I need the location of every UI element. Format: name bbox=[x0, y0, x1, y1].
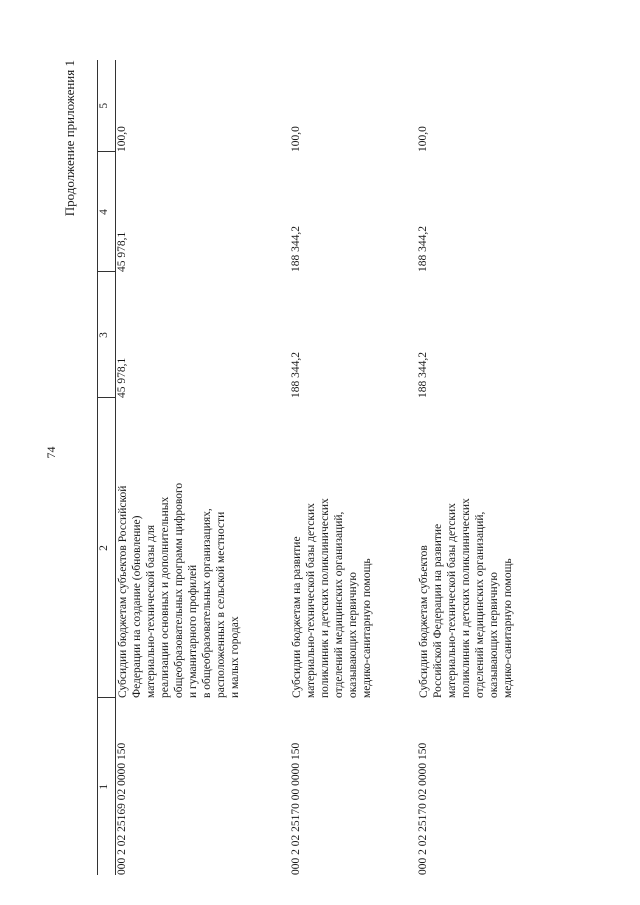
column-header-5: 5 bbox=[98, 60, 116, 152]
planned-amount: 188 344,2 bbox=[417, 352, 429, 398]
execution-percent: 100,0 bbox=[290, 126, 302, 152]
budget-item-name: Субсидии бюджетам на развитие материально-технической базы детских поликлиник и детских поликлинических отделений медицинских организаций, оказывающих первичную медико-санитарную помощь bbox=[291, 498, 373, 698]
actual-amount: 188 344,2 bbox=[290, 226, 302, 272]
table-row bbox=[417, 60, 537, 875]
column-header-2: 2 bbox=[98, 398, 116, 698]
table-row bbox=[290, 60, 417, 875]
actual-amount: 188 344,2 bbox=[417, 226, 429, 272]
budget-item-name: Субсидии бюджетам субъектов Российской Федерации на создание (обновление) материально-технической базы для реализации основных и дополнительных общеобразовательных программ цифрового и гуманитарного профилей в общеобразовательных организациях, расположенных в сельской местности и малых городах bbox=[117, 482, 241, 698]
budget-code: 000 2 02 25169 02 0000 150 bbox=[116, 742, 128, 875]
budget-table bbox=[97, 60, 537, 875]
column-header-4: 4 bbox=[98, 152, 116, 272]
table-row bbox=[116, 60, 291, 875]
budget-code: 000 2 02 25170 02 0000 150 bbox=[417, 742, 429, 875]
appendix-label: Продолжение приложения 1 bbox=[62, 60, 77, 217]
execution-percent: 100,0 bbox=[116, 126, 128, 152]
execution-percent: 100,0 bbox=[417, 126, 429, 152]
column-header-3: 3 bbox=[98, 272, 116, 398]
planned-amount: 45 978,1 bbox=[116, 357, 128, 398]
column-header-1: 1 bbox=[98, 698, 116, 875]
page-number: 74 bbox=[44, 446, 58, 459]
planned-amount: 188 344,2 bbox=[290, 352, 302, 398]
header-row bbox=[98, 60, 116, 875]
budget-code: 000 2 02 25170 00 0000 150 bbox=[290, 742, 302, 875]
actual-amount: 45 978,1 bbox=[116, 231, 128, 272]
budget-item-name: Субсидии бюджетам субъектов Российской Федерации на развитие материально-технической базы детских поликлиник и детских поликлинических отделений медицинских организаций, оказывающих первичную медико-санитарную помощь bbox=[418, 498, 514, 698]
